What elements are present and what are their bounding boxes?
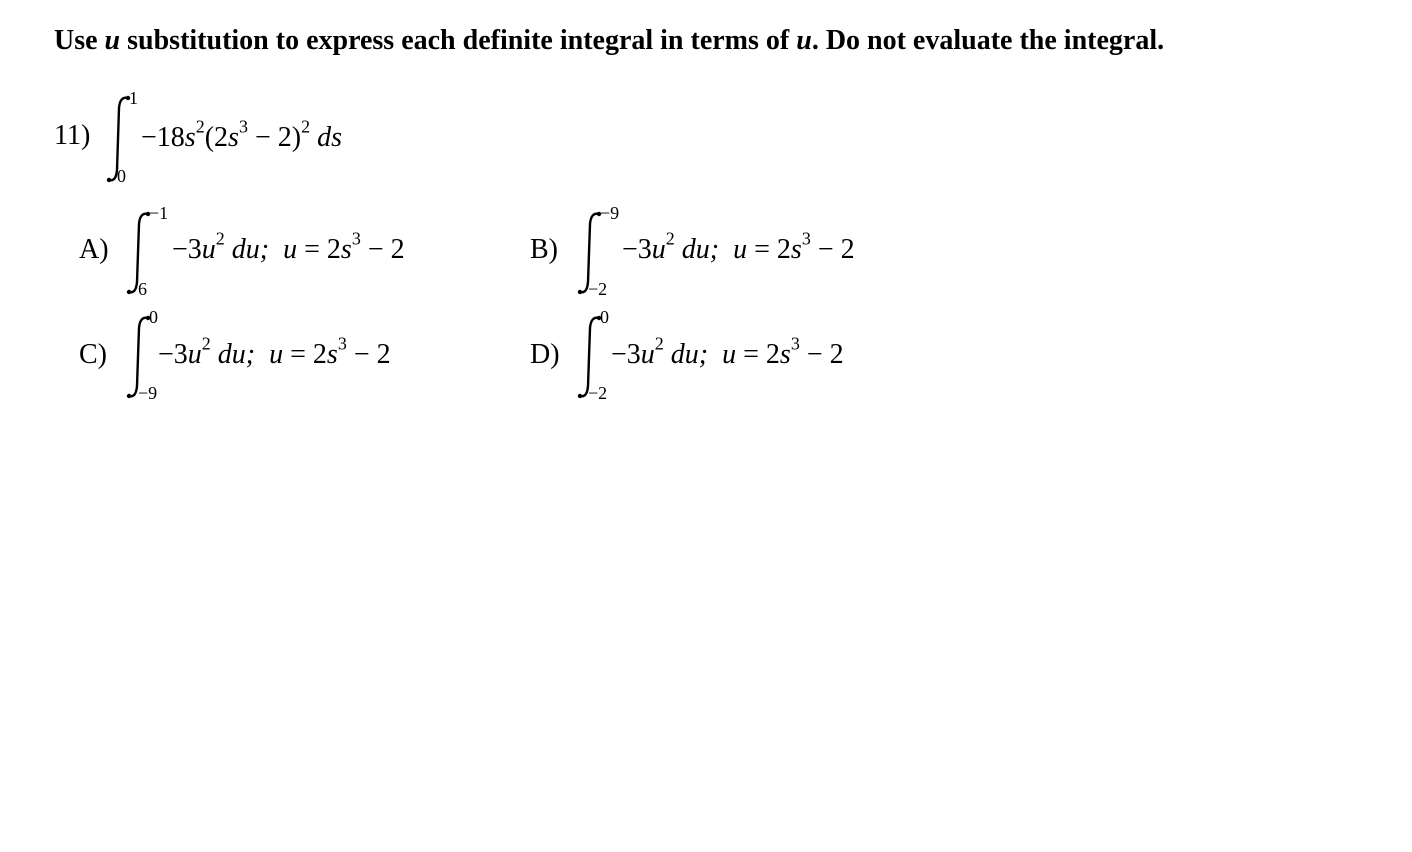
problem-number: 11) (54, 120, 91, 151)
choice-expression: $-3u^2$ du; $u = 2s^3 - 2$ (158, 333, 391, 370)
integrand: $-18s^2(2s^3 - 2)^2$ ds (141, 116, 342, 153)
choice-label: B) (530, 234, 558, 265)
variable-u: u (104, 25, 121, 56)
choice-label: A) (79, 234, 109, 265)
variable-u: u (796, 25, 812, 56)
choice-label: C) (79, 339, 107, 370)
upper-limit: −1 (149, 203, 169, 223)
lower-limit: −9 (138, 383, 158, 403)
upper-limit: −9 (600, 203, 620, 223)
choice-label: D) (530, 339, 560, 370)
choice-expression: $-3u^2$ du; $u = 2s^3 - 2$ (172, 228, 405, 265)
lower-limit: 6 (138, 279, 147, 299)
choice-expression: $-3u^2$ du; $u = 2s^3 - 2$ (611, 333, 844, 370)
upper-limit: 1 (129, 88, 138, 108)
lower-limit: 0 (117, 166, 126, 186)
choice-expression: $-3u^2$ du; $u = 2s^3 - 2$ (622, 228, 855, 265)
upper-limit: 0 (600, 307, 609, 327)
instructions: Use u substitution to express each definite integral in terms of u. Do not evaluate the integral. (54, 25, 1165, 56)
upper-limit: 0 (149, 307, 158, 327)
lower-limit: −2 (588, 383, 608, 403)
lower-limit: −2 (588, 279, 608, 299)
